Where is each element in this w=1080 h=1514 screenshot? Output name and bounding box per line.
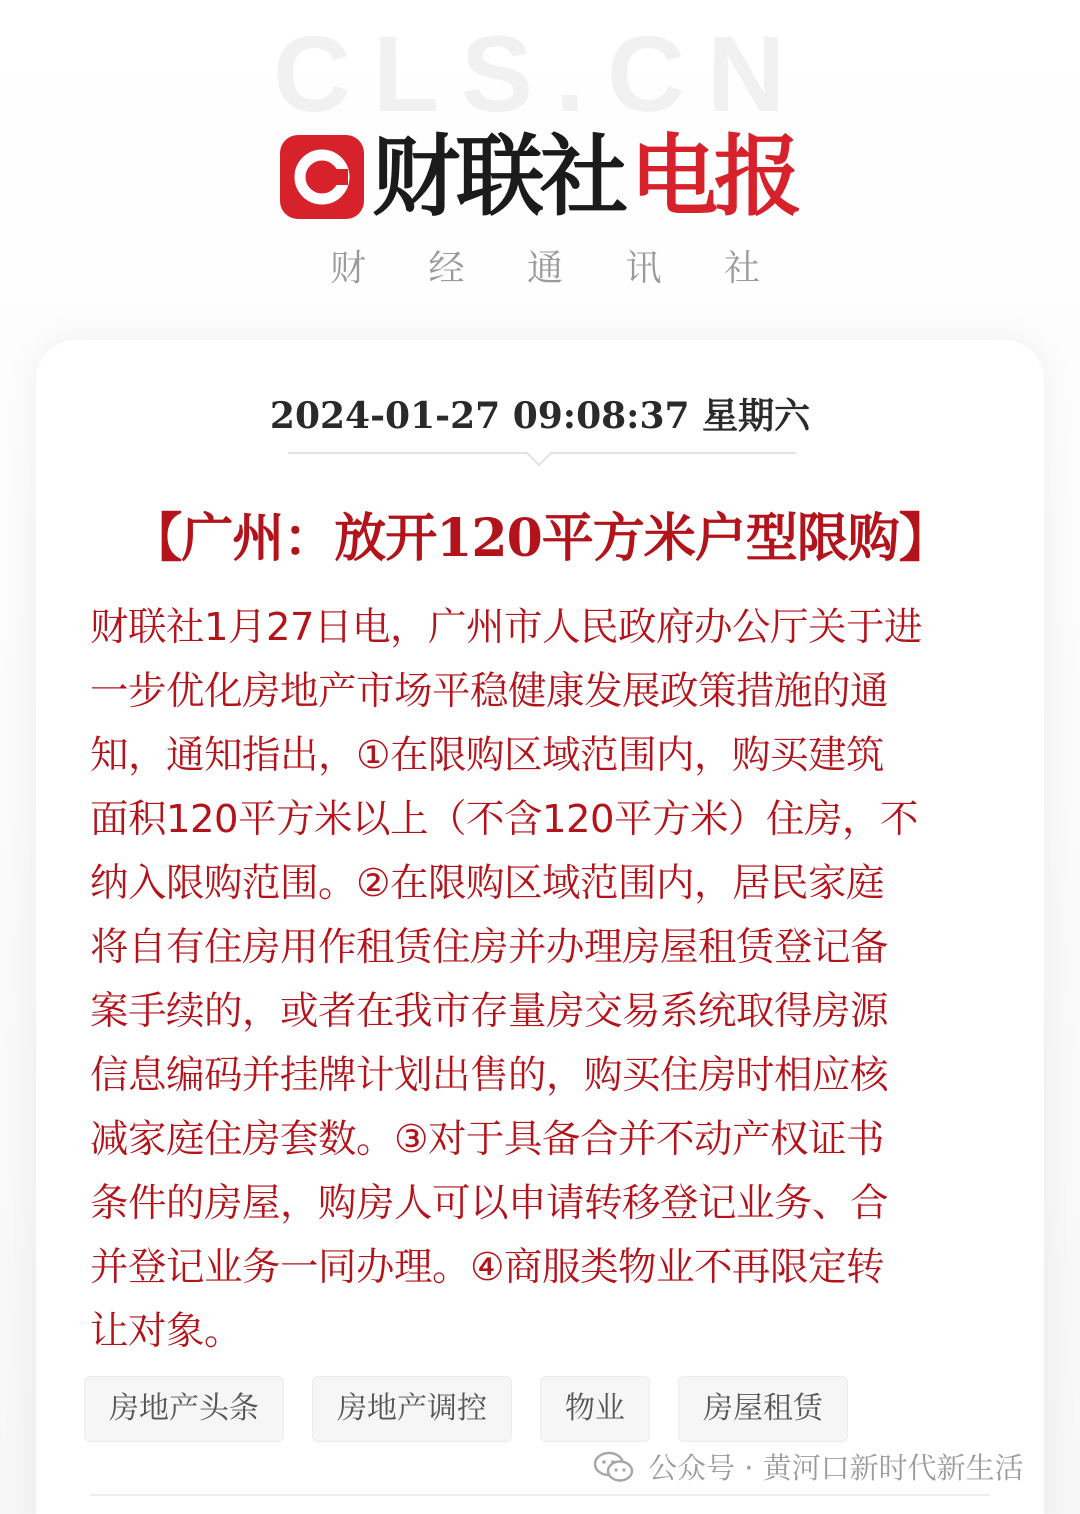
- tag-list: [84, 1376, 848, 1442]
- body-line: 信息编码并挂牌计划出售的，购买住房时相应核: [90, 1053, 889, 1098]
- body-line: 面积120平方米以上（不含120平方米）住房，不: [90, 797, 918, 842]
- tag-housing-rental[interactable]: 房屋租赁: [678, 1376, 848, 1442]
- brand-logo: [280, 125, 799, 228]
- brand-tag: 电报: [630, 125, 799, 228]
- tag-property[interactable]: 物业: [540, 1376, 650, 1442]
- brand-subtitle-char: 经: [428, 248, 465, 289]
- body-line: 知，通知指出，①在限购区域范围内，购买建筑: [90, 733, 885, 778]
- headline: 【广州：放开120平方米户型限购】: [130, 508, 950, 569]
- body-line: 减家庭住房套数。③对于具备合并不动产权证书: [90, 1117, 885, 1162]
- brand-subtitle-char: 讯: [625, 248, 662, 289]
- article-body: [90, 596, 990, 1364]
- brand-name: 财联社: [372, 125, 625, 228]
- body-line: 并登记业务一同办理。④商服类物业不再限定转: [90, 1245, 885, 1290]
- body-line: 将自有住房用作租赁住房并办理房屋租赁登记备: [90, 925, 889, 970]
- bottom-divider: [90, 1494, 990, 1496]
- cls-logo-icon: [280, 135, 364, 219]
- tag-real-estate-headlines[interactable]: 房地产头条: [84, 1376, 284, 1442]
- brand-subtitle-char: 社: [723, 248, 760, 289]
- body-line: 案手续的，或者在我市存量房交易系统取得房源: [90, 989, 889, 1034]
- watermark: CLS.CN: [273, 13, 807, 134]
- tag-real-estate-regulation[interactable]: 房地产调控: [312, 1376, 512, 1442]
- body-line: 条件的房屋，购房人可以申请转移登记业务、合: [90, 1181, 889, 1226]
- brand-subtitle-char: 通: [526, 248, 563, 289]
- body-line: 纳入限购范围。②在限购区域范围内，居民家庭: [90, 861, 885, 906]
- body-line: 让对象。: [90, 1309, 243, 1354]
- brand-subtitle: [330, 240, 760, 291]
- source-watermark: [594, 1446, 1024, 1487]
- source-text: 公众号 · 黄河口新时代新生活: [648, 1451, 1024, 1485]
- body-line: 财联社1月27日电，广州市人民政府办公厅关于进: [90, 605, 922, 650]
- divider-notch-icon: [526, 452, 552, 468]
- brand-subtitle-char: 财: [330, 248, 367, 289]
- wechat-icon: [594, 1450, 634, 1484]
- publish-datetime: 2024-01-27 09:08:37 星期六: [269, 395, 811, 437]
- body-line: 一步优化房地产市场平稳健康发展政策措施的通: [90, 669, 889, 714]
